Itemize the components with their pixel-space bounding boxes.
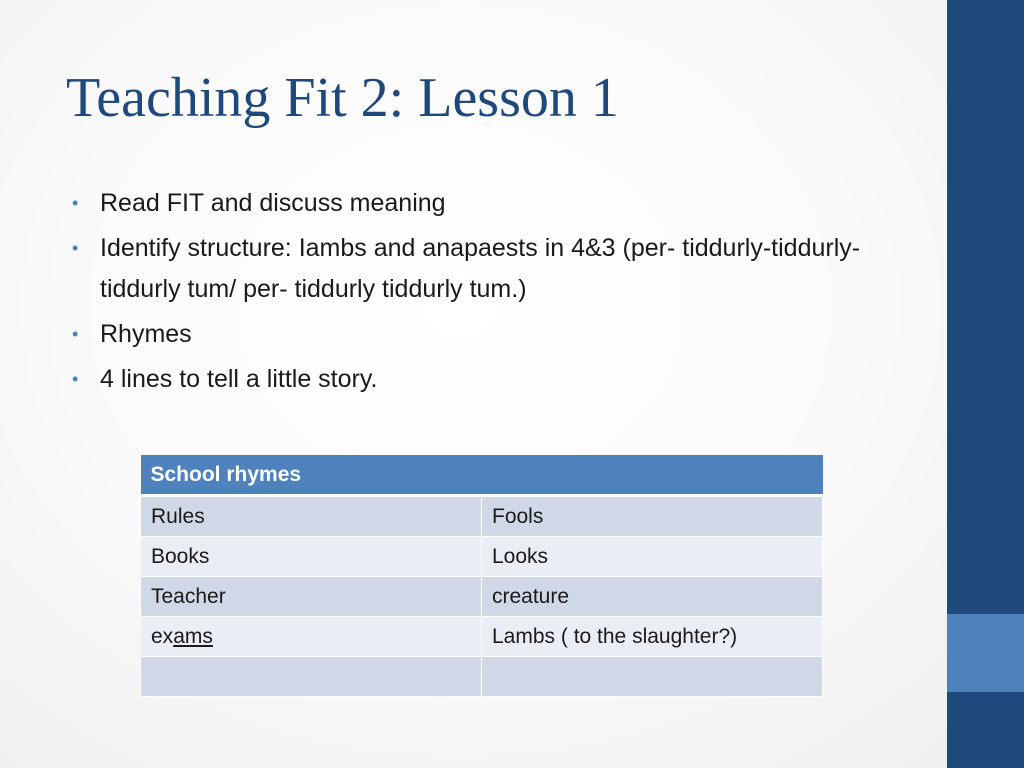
table-cell-word: [141, 617, 482, 657]
table-row: [141, 496, 823, 537]
word-underlined-part: ams: [173, 624, 213, 648]
table-row: [141, 657, 823, 697]
table-cell-rhyme: Looks: [482, 537, 823, 577]
table-row: [141, 617, 823, 657]
bullet-icon: •: [72, 193, 79, 213]
bullet-item: [72, 314, 892, 355]
bullet-icon: •: [72, 324, 79, 344]
table-row: [141, 577, 823, 617]
bullet-item: [72, 359, 892, 400]
bullet-icon: •: [72, 238, 79, 258]
bullet-item: [72, 228, 892, 310]
table-cell-rhyme: Lambs ( to the slaughter?): [482, 617, 823, 657]
bullet-text: 4 lines to tell a little story.: [100, 365, 378, 393]
table-header: School rhymes: [141, 455, 823, 496]
table-cell-word: [141, 657, 482, 697]
table-header-row: [141, 455, 823, 496]
bullet-icon: •: [72, 369, 79, 389]
table-cell-rhyme: creature: [482, 577, 823, 617]
table-cell-rhyme: [482, 657, 823, 697]
slide-title: Teaching Fit 2: Lesson 1: [66, 67, 619, 129]
side-accent-block: [947, 614, 1024, 692]
table-cell-word: Rules: [141, 496, 482, 537]
word-prefix: ex: [151, 624, 174, 648]
bullet-text: Rhymes: [100, 320, 192, 348]
bullet-text: Identify structure: Iambs and anapaests in 4&3 (per- tiddurly-tiddurly-tiddurly tum/ per- tiddurly tiddurly tum.): [100, 234, 861, 303]
school-rhymes-table: [140, 455, 823, 697]
table-cell-rhyme: Fools: [482, 496, 823, 537]
bullet-item: [72, 183, 892, 224]
table-row: [141, 537, 823, 577]
table-cell-word: Books: [141, 537, 482, 577]
bullet-list: [72, 183, 892, 404]
table-cell-word: Teacher: [141, 577, 482, 617]
bullet-text: Read FIT and discuss meaning: [100, 189, 446, 217]
